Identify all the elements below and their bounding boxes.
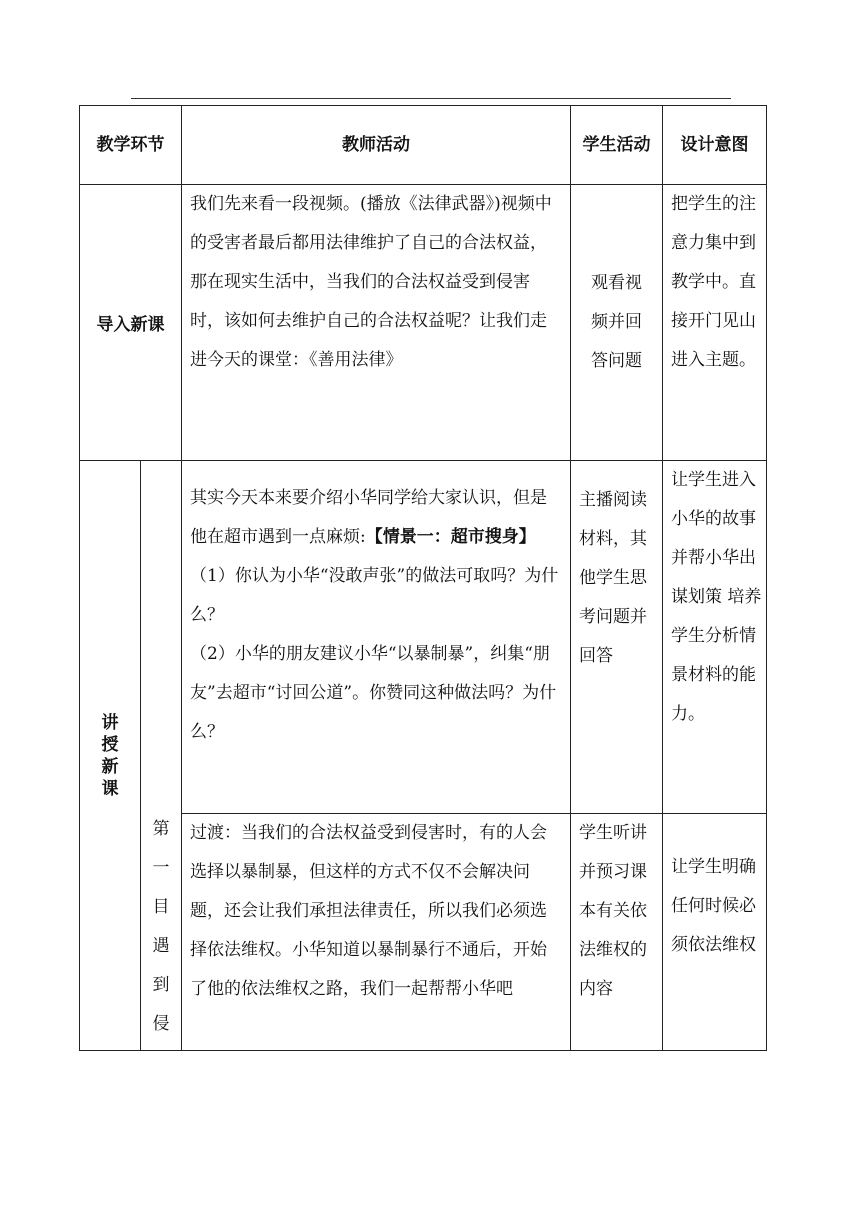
stage-label-vertical: 讲授新课	[101, 712, 119, 799]
table-row	[80, 461, 767, 814]
design-intent: 把学生的注意力集中到教学中。直接开门见山进入主题。	[663, 185, 767, 461]
lesson-plan-table	[79, 105, 767, 1051]
header-row	[80, 106, 767, 185]
teacher-activity: 过渡：当我们的合法权益受到侵害时，有的人会选择以暴制暴，但这样的方式不仅不会解决问题，还会让我们承担法律责任，所以我们必须选择依法维权。小华知道以暴制暴行不通后，开始了他的依法维权之路，我们一起帮帮小华吧	[182, 814, 571, 1051]
stage-label: 导入新课	[80, 185, 182, 461]
teacher-intro: 其实今天本来要介绍小华同学给大家认识，但是他在超市遇到一点麻烦:	[190, 488, 547, 547]
question-1: （1）你认为小华“没敢声张”的做法可取吗？为什么？	[190, 566, 559, 625]
header-teacher-activity: 教师活动	[182, 106, 571, 185]
teacher-activity: 我们先来看一段视频。(播放《法律武器》)视频中的受害者最后都用法律维护了自己的合法权益，那在现实生活中，当我们的合法权益受到侵害时，该如何去维护自己的合法权益呢？让我们走进今天的课堂：《善用法律》	[182, 185, 571, 461]
teacher-activity	[182, 461, 571, 814]
table-row	[80, 185, 767, 461]
header-stage: 教学环节	[80, 106, 182, 185]
question-2: （2）小华的朋友建议小华“以暴制暴”，纠集“朋友”去超市“讨回公道”。你赞同这种做法吗？为什么？	[190, 644, 557, 742]
subsection-label: 第一目 遇到侵	[152, 819, 170, 1034]
student-activity: 主播阅读材料，其他学生思考问题并回答	[571, 461, 663, 814]
design-intent: 让学生进入小华的故事并帮小华出谋划策 培养学生分析情景材料的能力。	[663, 461, 767, 814]
table-row	[80, 814, 767, 1051]
subsection-cell	[141, 461, 182, 1051]
header-design-intent: 设计意图	[663, 106, 767, 185]
design-intent: 让学生明确任何时候必须依法维权	[663, 814, 767, 1051]
student-activity: 观看视频并回答问题	[571, 185, 663, 461]
scenario-title: 【情景一：超市搜身】	[365, 527, 536, 547]
header-student-activity: 学生活动	[571, 106, 663, 185]
student-activity: 学生听讲并预习课本有关依法维权的内容	[571, 814, 663, 1051]
top-rule	[131, 98, 731, 99]
stage-cell	[80, 461, 141, 1051]
